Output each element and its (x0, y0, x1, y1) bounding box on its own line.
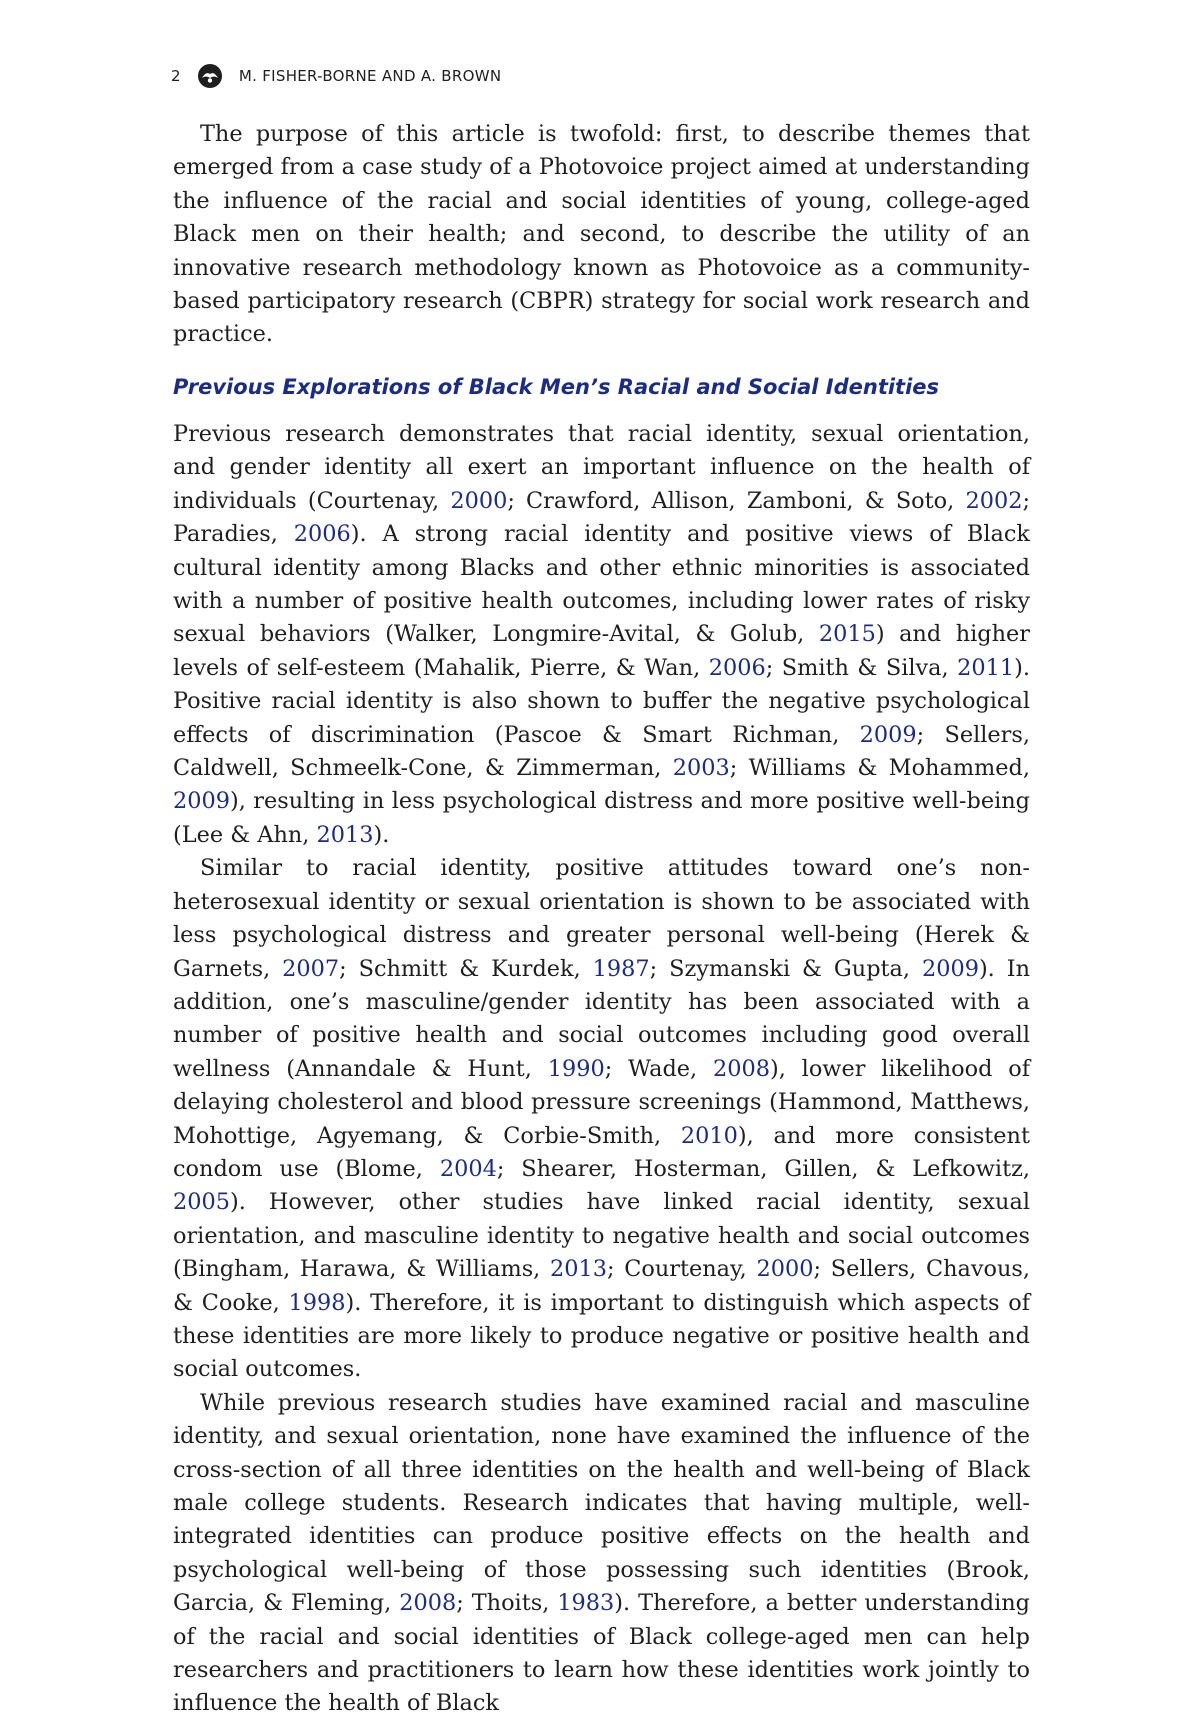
citation-link[interactable]: 1983 (557, 1590, 615, 1617)
paragraph-text: ; Crawford, Allison, Zamboni, & Soto, (507, 487, 966, 514)
citation-link[interactable]: 2004 (439, 1155, 497, 1182)
paragraph-text: Previous research demonstrates that racial identity, sexual orientation, and gender identity all exert an important influence on the health of individuals (Courtenay, (173, 421, 1030, 514)
citation-link[interactable]: 2008 (399, 1590, 457, 1617)
paragraph-text: ). However, other studies have linked racial identity, sexual orientation, and masculine identity to negative health and social outcomes (Bingham, Harawa, & Williams, (173, 1189, 1030, 1283)
body-paragraph (173, 1387, 1030, 1721)
citation-link[interactable]: 1990 (547, 1055, 605, 1082)
paragraph-text: ; Sellers, Chavous, & Cooke, (173, 1256, 1030, 1316)
citation-link[interactable]: 2009 (921, 955, 979, 982)
paragraph-text: ). (373, 821, 390, 848)
citation-link[interactable]: 2006 (708, 654, 766, 681)
paragraph-text: While previous research studies have examined racial and masculine identity, and sexual orientation, none have examined the influence of the cross-section of all three identities on the health and well-being of Black male college students. Research indicates that having multiple, well-integrated identities can produce positive effects on the health and psychological well-being of those possessing such identities (Brook, Garcia, & Fleming, (173, 1389, 1030, 1617)
section-body (173, 418, 1030, 1721)
body-paragraph (173, 418, 1030, 852)
body-paragraph (173, 852, 1030, 1387)
paragraph-text: ; Smith & Silva, (765, 654, 958, 681)
paragraph-text: ; Shearer, Hosterman, Gillen, & Lefkowitz, (496, 1155, 1030, 1182)
intro-section (173, 118, 1030, 352)
paragraph-text: ). A strong racial identity and positive views of Black cultural identity among Blacks and other ethnic minorities is associated with a number of positive health outcomes, including lower rates of risky sexual behaviors (Walker, Longmire-Avital, & Golub, (173, 521, 1030, 648)
paragraph-text: ; Williams & Mohammed, (729, 755, 1030, 782)
page-number: 2 (171, 67, 181, 85)
paragraph-text: ; Schmitt & Kurdek, (339, 955, 593, 982)
citation-link[interactable]: 2013 (550, 1256, 607, 1283)
paragraph-text: ; Wade, (604, 1055, 713, 1082)
citation-link[interactable]: 2000 (756, 1256, 814, 1283)
paragraph-text: Similar to racial identity, positive attitudes toward one’s non-heterosexual identity or sexual orientation is shown to be associated with less psychological distress and greater personal well-being (Herek & Garnets, (173, 855, 1030, 982)
citation-link[interactable]: 2002 (965, 487, 1023, 514)
paragraph-text: ; Szymanski & Gupta, (649, 955, 922, 982)
paragraph-text: ). Therefore, a better understanding of the racial and social identities of Black college-aged men can help researchers and practitioners to learn how these identities work jointly to influence the health of Black (173, 1590, 1030, 1717)
citation-link[interactable]: 2010 (680, 1122, 738, 1149)
citation-link[interactable]: 2009 (173, 788, 230, 815)
citation-link[interactable]: 2009 (859, 721, 917, 748)
paragraph-text: ). Positive racial identity is also shown to buffer the negative psychological effects of discrimination (Pascoe & Smart Richman, (173, 654, 1030, 748)
citation-link[interactable]: 2015 (818, 621, 876, 648)
paragraph-text: ). Therefore, it is important to distinguish which aspects of these identities are more likely to produce negative or positive health and social outcomes. (173, 1289, 1030, 1383)
paragraph-text: ; Paradies, (173, 487, 1030, 548)
paragraph-text: ) and higher levels of self-esteem (Mahalik, Pierre, & Wan, (173, 621, 1030, 681)
publisher-logo-icon (197, 63, 223, 89)
paragraph-text: ; Sellers, Caldwell, Schmeelk-Cone, & Zimmerman, (173, 721, 1030, 782)
citation-link[interactable]: 2005 (173, 1189, 230, 1216)
citation-link[interactable]: 1987 (592, 955, 650, 982)
paragraph-text: ; Thoits, (456, 1590, 558, 1617)
paragraph-text: ), and more consistent condom use (Blome, (173, 1122, 1030, 1182)
running-head-authors: M. FISHER-BORNE AND A. BROWN (238, 67, 502, 85)
citation-link[interactable]: 2006 (293, 521, 351, 548)
intro-paragraph: The purpose of this article is twofold: first, to describe themes that emerged from a case study of a Photovoice project aimed at understanding the influence of the racial and social identities of young, college-aged Black men on their health; and second, to describe the utility of an innovative research methodology known as Photovoice as a community-based participatory research (CBPR) strategy for social work research and practice. (173, 121, 1030, 348)
citation-link[interactable]: 2000 (450, 487, 508, 514)
citation-link[interactable]: 2008 (713, 1055, 770, 1082)
citation-link[interactable]: 2007 (282, 955, 340, 982)
citation-link[interactable]: 1998 (288, 1289, 346, 1316)
paragraph-text: ), lower likelihood of delaying cholesterol and blood pressure screenings (Hammond, Matthews, Mohottige, Agyemang, & Corbie-Smith, (173, 1055, 1030, 1149)
section-heading: Previous Explorations of Black Men’s Racial and Social Identities (173, 375, 940, 399)
paragraph-text: ), resulting in less psychological distress and more positive well-being (Lee & Ahn, (173, 788, 1030, 848)
running-head (171, 62, 501, 90)
citation-link[interactable]: 2013 (316, 821, 374, 848)
citation-link[interactable]: 2003 (672, 755, 730, 782)
paragraph-text: ). In addition, one’s masculine/gender identity has been associated with a number of positive health and social outcomes including good overall wellness (Annandale & Hunt, (173, 955, 1030, 1082)
paragraph-text: ; Courtenay, (607, 1256, 757, 1283)
citation-link[interactable]: 2011 (957, 654, 1015, 681)
